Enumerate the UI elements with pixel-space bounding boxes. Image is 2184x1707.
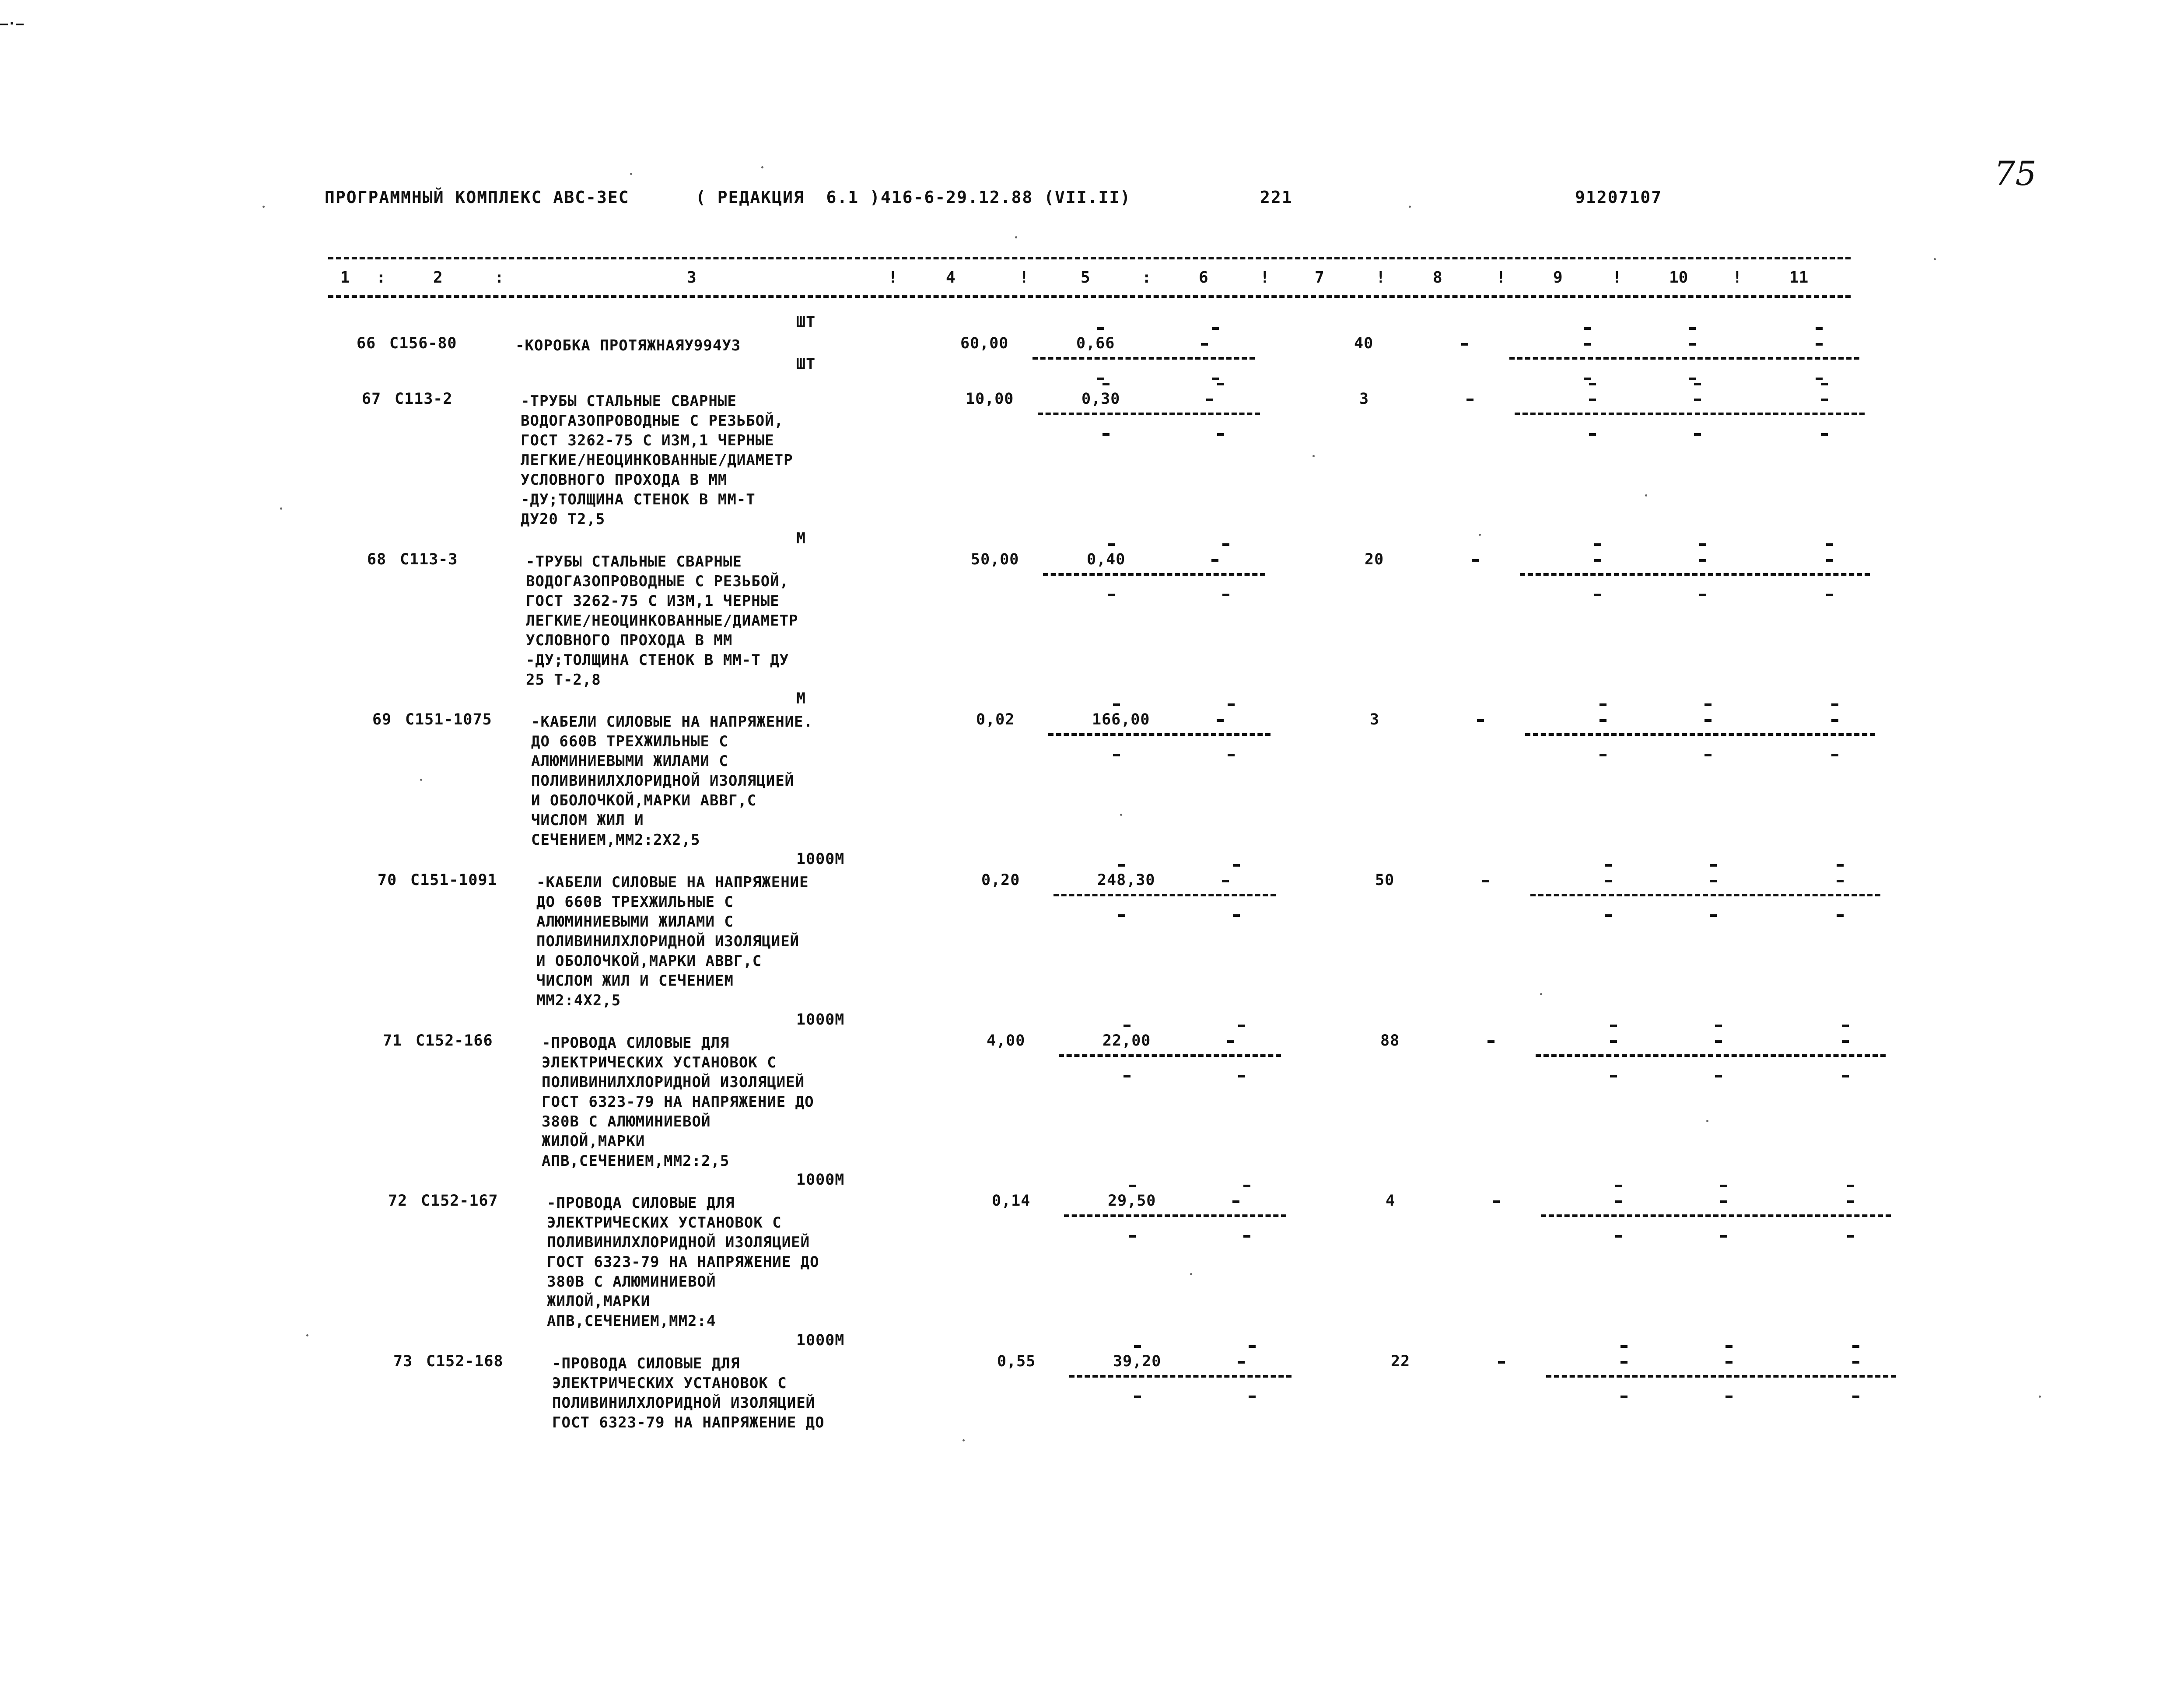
description-line: ГОСТ 3262-75 С ИЗМ,1 ЧЕРНЫЕ xyxy=(526,592,780,610)
item-description xyxy=(542,1033,814,1171)
description-line: ДО 660В ТРЕХЖИЛЬНЫЕ С xyxy=(531,733,728,750)
subtotal-separator xyxy=(1520,573,1870,576)
empty-value-dash xyxy=(1620,1345,1628,1348)
unit-price: 29,50 xyxy=(1108,1192,1156,1210)
empty-value-dash xyxy=(1584,378,1591,380)
description-line: ЭЛЕКТРИЧЕСКИХ УСТАНОВОК С xyxy=(547,1214,782,1231)
empty-value-dash xyxy=(1710,914,1717,917)
empty-value-dash xyxy=(1726,1361,1732,1364)
description-line: -КАБЕЛИ СИЛОВЫЕ НА НАПРЯЖЕНИЕ. xyxy=(531,713,813,731)
empty-value-dash xyxy=(1201,343,1208,346)
empty-value-dash xyxy=(1493,1200,1500,1203)
empty-value-dash xyxy=(1097,327,1104,330)
column-7-value: 50 xyxy=(1375,871,1395,889)
description-line: ЛЕГКИЕ/НЕОЦИНКОВАННЫЕ/ДИАМЕТР xyxy=(521,451,793,469)
column-number: 5 xyxy=(1081,269,1090,287)
empty-value-dash xyxy=(1710,880,1717,882)
description-line: ЖИЛОЙ,МАРКИ xyxy=(542,1133,645,1150)
empty-value-dash xyxy=(1726,1345,1732,1348)
column-number: 8 xyxy=(1433,269,1442,287)
empty-value-dash xyxy=(1610,1075,1617,1077)
subtotal-separator xyxy=(1038,413,1260,415)
empty-value-dash xyxy=(1720,1185,1727,1187)
column-number: 11 xyxy=(1789,269,1809,287)
row-number: 70 xyxy=(378,871,397,889)
description-line: И ОБОЛОЧКОЙ,МАРКИ АВВГ,С xyxy=(536,952,762,970)
subtotal-separator xyxy=(1546,1375,1896,1378)
edition-info: ( РЕДАКЦИЯ 6.1 )416-6-29.12.88 (VII.II) xyxy=(696,188,1131,207)
empty-value-dash xyxy=(1699,543,1706,546)
empty-value-dash xyxy=(1108,543,1115,546)
unit-price: 39,20 xyxy=(1113,1353,1162,1370)
unit-label: ШТ xyxy=(796,356,816,373)
empty-value-dash xyxy=(1113,754,1120,756)
empty-value-dash xyxy=(1704,719,1712,722)
empty-value-dash xyxy=(1699,559,1706,562)
item-description xyxy=(536,873,809,1011)
empty-value-dash xyxy=(1232,1200,1239,1203)
empty-value-dash xyxy=(1610,1025,1617,1027)
description-line: ЧИСЛОМ ЖИЛ И xyxy=(531,812,644,829)
column-number: 1 xyxy=(340,269,350,287)
empty-value-dash xyxy=(1689,378,1696,380)
unit-price: 0,66 xyxy=(1076,335,1115,352)
empty-value-dash xyxy=(1689,327,1696,330)
empty-value-dash xyxy=(1715,1040,1722,1043)
empty-value-dash xyxy=(1129,1185,1136,1187)
empty-value-dash xyxy=(1847,1235,1854,1238)
empty-value-dash xyxy=(1212,327,1219,330)
unit-label: 1000М xyxy=(796,1332,845,1349)
empty-value-dash xyxy=(1594,594,1601,596)
empty-value-dash xyxy=(1847,1185,1854,1187)
description-line: ГОСТ 6323-79 НА НАПРЯЖЕНИЕ ДО xyxy=(552,1414,825,1431)
empty-value-dash xyxy=(1461,343,1468,346)
empty-value-dash xyxy=(1615,1235,1622,1238)
empty-value-dash xyxy=(1605,914,1612,917)
empty-value-dash xyxy=(1605,880,1612,882)
empty-value-dash xyxy=(1488,1040,1494,1043)
empty-value-dash xyxy=(1134,1396,1141,1398)
empty-value-dash xyxy=(1589,383,1596,385)
subtotal-separator xyxy=(1069,1375,1292,1378)
empty-value-dash xyxy=(1826,543,1833,546)
description-line: ЛЕГКИЕ/НЕОЦИНКОВАННЫЕ/ДИАМЕТР xyxy=(526,612,798,630)
description-line: ПОЛИВИНИЛХЛОРИДНОЙ ИЗОЛЯЦИЕЙ xyxy=(531,772,794,790)
empty-value-dash xyxy=(1233,864,1240,867)
empty-value-dash xyxy=(1233,914,1240,917)
empty-value-dash xyxy=(1620,1361,1628,1364)
item-description xyxy=(526,552,798,690)
description-line: ВОДОГАЗОПРОВОДНЫЕ С РЕЗЬБОЙ, xyxy=(526,573,789,590)
description-line: ПОЛИВИНИЛХЛОРИДНОЙ ИЗОЛЯЦИЕЙ xyxy=(536,933,800,950)
item-code: С152-166 xyxy=(416,1032,493,1049)
column-number: 2 xyxy=(433,269,443,287)
subtotal-separator xyxy=(1530,894,1880,896)
unit-price: 166,00 xyxy=(1092,711,1150,728)
description-line: ПОЛИВИНИЛХЛОРИДНОЙ ИЗОЛЯЦИЕЙ xyxy=(547,1234,810,1251)
description-line: -ПРОВОДА СИЛОВЫЕ ДЛЯ xyxy=(547,1194,735,1212)
unit-label: 1000М xyxy=(796,850,845,868)
empty-value-dash xyxy=(1615,1200,1622,1203)
row-number: 71 xyxy=(383,1032,402,1049)
unit-label: М xyxy=(796,530,806,547)
description-line: ЧИСЛОМ ЖИЛ И СЕЧЕНИЕМ xyxy=(536,972,734,990)
empty-value-dash xyxy=(1699,594,1706,596)
empty-value-dash xyxy=(1694,433,1701,436)
description-line: АЛЮМИНИЕВЫМИ ЖИЛАМИ С xyxy=(536,913,734,930)
description-line: АПВ,СЕЧЕНИЕМ,ММ2:4 xyxy=(547,1312,716,1330)
empty-value-dash xyxy=(1600,703,1606,706)
empty-value-dash xyxy=(1228,703,1235,706)
row-number: 69 xyxy=(372,711,392,728)
subtotal-separator xyxy=(1525,733,1875,736)
empty-value-dash xyxy=(1816,327,1823,330)
item-description xyxy=(521,392,793,529)
item-code: С113-3 xyxy=(400,551,458,568)
empty-value-dash xyxy=(1720,1235,1727,1238)
empty-value-dash xyxy=(1821,433,1828,436)
corner-mark: —·– xyxy=(0,16,24,31)
empty-value-dash xyxy=(1831,754,1838,756)
subtotal-separator xyxy=(1541,1214,1891,1217)
empty-value-dash xyxy=(1600,719,1606,722)
description-line: АЛЮМИНИЕВЫМИ ЖИЛАМИ С xyxy=(531,752,728,770)
empty-value-dash xyxy=(1227,1040,1234,1043)
empty-value-dash xyxy=(1605,864,1612,867)
empty-value-dash xyxy=(1710,864,1717,867)
description-line: СЕЧЕНИЕМ,ММ2:2Х2,5 xyxy=(531,831,700,849)
description-line: -ТРУБЫ СТАЛЬНЫЕ СВАРНЫЕ xyxy=(526,553,742,570)
empty-value-dash xyxy=(1113,703,1120,706)
subtotal-separator xyxy=(1043,573,1265,576)
description-line: И ОБОЛОЧКОЙ,МАРКИ АВВГ,С xyxy=(531,792,757,809)
description-line: ЭЛЕКТРИЧЕСКИХ УСТАНОВОК С xyxy=(542,1054,777,1071)
empty-value-dash xyxy=(1826,559,1833,562)
column-7-value: 3 xyxy=(1370,711,1380,728)
empty-value-dash xyxy=(1222,880,1229,882)
row-number: 67 xyxy=(362,390,382,408)
column-7-value: 20 xyxy=(1365,551,1384,568)
unit-price: 248,30 xyxy=(1097,871,1155,889)
empty-value-dash xyxy=(1704,703,1712,706)
subtotal-separator xyxy=(1059,1054,1281,1057)
unit-label: 1000М xyxy=(796,1011,845,1028)
empty-value-dash xyxy=(1129,1235,1136,1238)
empty-value-dash xyxy=(1852,1345,1859,1348)
subtotal-separator xyxy=(1536,1054,1886,1057)
item-code: С152-168 xyxy=(426,1353,504,1370)
column-number: 4 xyxy=(946,269,956,287)
item-code: С113-2 xyxy=(395,390,453,408)
item-description xyxy=(531,712,813,850)
description-line: ПОЛИВИНИЛХЛОРИДНОЙ ИЗОЛЯЦИЕЙ xyxy=(542,1074,805,1091)
empty-value-dash xyxy=(1217,433,1224,436)
item-description xyxy=(547,1193,819,1331)
empty-value-dash xyxy=(1620,1396,1628,1398)
quantity: 0,02 xyxy=(976,711,1015,728)
empty-value-dash xyxy=(1217,383,1224,385)
empty-value-dash xyxy=(1610,1040,1617,1043)
empty-value-dash xyxy=(1477,719,1484,722)
subtotal-separator xyxy=(1032,357,1255,360)
empty-value-dash xyxy=(1715,1075,1722,1077)
row-number: 72 xyxy=(388,1192,408,1210)
description-line: 25 Т-2,8 xyxy=(526,671,601,689)
table-header-rule xyxy=(328,295,1851,298)
empty-value-dash xyxy=(1217,719,1224,722)
unit-price: 22,00 xyxy=(1102,1032,1151,1049)
unit-label: М xyxy=(796,690,806,707)
document-page: —·– ПРОГРАММНЫЙ КОМПЛЕКС АВС-ЗЕС ( РЕДАКЦИЯ 6.1 )416-6-29.12.88 (VII.II) 221 91207107 75 1 2 3 4 5 6 7 8 9 10 11 : : ! ! : ! ! ! ! ! ШТ ШТ 66 С156-80 -КОРОБКА ПРОТЯЖНАЯУ994УЗ 60,00 0,66 40 67 С113-2 -ТРУБЫ СТАЛЬНЫЕ СВАРНЫЕ ВОДОГАЗОПРОВОДНЫЕ С РЕЗЬБОЙ, ГОСТ 3262-75 С ИЗМ,1 ЧЕРНЫЕ ЛЕГКИЕ/НЕОЦИНКОВАННЫЕ/ДИАМЕТР УСЛОВНОГО ПРОХОДА В ММ -ДУ;ТОЛЩИНА СТЕНОК В ММ-Т ДУ20 Т2,5 10,00 0,30 3 М 68 С113-3 -ТРУБЫ СТАЛЬНЫЕ СВАРНЫЕ ВОДОГАЗОПРОВОДНЫЕ С РЕЗЬБОЙ, ГОСТ 3262-75 С ИЗМ,1 ЧЕРНЫЕ ЛЕГКИЕ/НЕОЦИНКОВАННЫЕ/ДИАМЕТР УСЛОВНОГО ПРОХОДА В ММ -ДУ;ТОЛЩИНА СТЕНОК В ММ-Т ДУ 25 Т-2,8 50,00 0,40 20 М 69 С151-1075 -КАБЕЛИ СИЛОВЫЕ НА НАПРЯЖЕНИЕ. ДО 660В ТРЕХЖИЛЬНЫЕ С АЛЮМИНИЕВЫМИ ЖИЛАМИ С ПОЛИВИНИЛХЛОРИДНОЙ ИЗОЛЯЦИЕЙ И ОБОЛОЧКОЙ,МАРКИ АВВГ,С ЧИСЛОМ ЖИЛ И СЕЧЕНИЕМ,ММ2:2Х2,5 0,02 166,00 3 1000М 70 С151-1091 -КАБЕЛИ СИЛОВЫЕ НА НАПРЯЖЕНИЕ ДО 660В ТРЕХЖИЛЬНЫЕ С АЛЮМИНИЕВЫМИ ЖИЛАМИ С ПОЛИВИНИЛХЛОРИДНОЙ ИЗОЛЯЦИЕЙ И ОБОЛОЧКОЙ,МАРКИ АВВГ,С ЧИСЛОМ ЖИЛ И СЕЧЕНИЕМ ММ2:4Х2,5 0,20 248,30 50 1000М 71 С152-166 -ПРОВОДА СИЛОВЫЕ ДЛЯ ЭЛЕКТРИЧЕСКИХ УСТАНОВОК С ПОЛИВИНИЛХЛОРИДНОЙ ИЗОЛЯЦИЕЙ ГОСТ 6323-79 НА НАПРЯЖЕНИЕ ДО 380В С АЛЮМИНИЕВОЙ ЖИЛОЙ,МАРКИ АПВ,СЕЧЕНИЕМ,ММ2:2,5 4,00 22,00 88 1000М 72 С152-167 -ПРОВОДА СИЛОВЫЕ ДЛЯ ЭЛЕКТРИЧЕСКИХ УСТАНОВОК С ПОЛИВИНИЛХЛОРИДНОЙ ИЗОЛЯЦИЕЙ ГОСТ 6323-79 НА НАПРЯЖЕНИЕ ДО 380В С АЛЮМИНИЕВОЙ ЖИЛОЙ,МАРКИ АПВ,СЕЧЕНИЕМ,ММ2:4 0,14 29,50 4 1000М 73 С152-168 -ПРОВОДА СИЛОВЫЕ ДЛЯ ЭЛЕКТРИЧЕСКИХ УСТАНОВОК С ПОЛИВИНИЛХЛОРИДНОЙ ИЗОЛЯЦИЕЙ ГОСТ 6323-79 НА НАПРЯЖЕНИЕ ДО 0,55 39,20 22 xyxy=(0,0,2184,1707)
empty-value-dash xyxy=(1615,1185,1622,1187)
empty-value-dash xyxy=(1852,1361,1859,1364)
column-7-value: 22 xyxy=(1391,1353,1410,1370)
empty-value-dash xyxy=(1842,1025,1849,1027)
description-line: -КАБЕЛИ СИЛОВЫЕ НА НАПРЯЖЕНИЕ xyxy=(536,874,809,891)
empty-value-dash xyxy=(1134,1345,1141,1348)
description-line: ММ2:4Х2,5 xyxy=(536,992,621,1009)
item-code: С152-167 xyxy=(421,1192,498,1210)
empty-value-dash xyxy=(1102,433,1110,436)
column-7-value: 88 xyxy=(1380,1032,1400,1049)
unit-price: 0,40 xyxy=(1087,551,1126,568)
subtotal-separator xyxy=(1515,413,1865,415)
empty-value-dash xyxy=(1238,1075,1245,1077)
empty-value-dash xyxy=(1715,1025,1722,1027)
column-number: 7 xyxy=(1315,269,1324,287)
column-7-value: 4 xyxy=(1386,1192,1396,1210)
empty-value-dash xyxy=(1821,383,1828,385)
quantity: 0,20 xyxy=(981,871,1020,889)
empty-value-dash xyxy=(1720,1200,1727,1203)
row-number: 68 xyxy=(367,551,387,568)
empty-value-dash xyxy=(1249,1345,1256,1348)
empty-value-dash xyxy=(1831,703,1838,706)
empty-value-dash xyxy=(1589,433,1596,436)
empty-value-dash xyxy=(1118,864,1125,867)
item-code: С156-80 xyxy=(389,335,457,352)
item-code: С151-1075 xyxy=(405,711,492,728)
empty-value-dash xyxy=(1847,1200,1854,1203)
description-line: -ПРОВОДА СИЛОВЫЕ ДЛЯ xyxy=(552,1355,740,1372)
column-number: 3 xyxy=(687,269,696,287)
description-line: -ДУ;ТОЛЩИНА СТЕНОК В ММ-Т ДУ xyxy=(526,651,789,669)
unit-label: ШТ xyxy=(796,314,816,331)
description-line: УСЛОВНОГО ПРОХОДА В ММ xyxy=(521,471,728,489)
description-line: ЖИЛОЙ,МАРКИ xyxy=(547,1293,651,1310)
column-number: 9 xyxy=(1553,269,1563,287)
empty-value-dash xyxy=(1211,559,1218,562)
description-line: ГОСТ 3262-75 С ИЗМ,1 ЧЕРНЫЕ xyxy=(521,432,774,449)
empty-value-dash xyxy=(1238,1025,1245,1027)
page-number: 221 xyxy=(1260,188,1293,207)
description-line: -ДУ;ТОЛЩИНА СТЕНОК В ММ-Т xyxy=(521,491,756,508)
empty-value-dash xyxy=(1466,399,1474,401)
empty-value-dash xyxy=(1694,383,1701,385)
empty-value-dash xyxy=(1097,378,1104,380)
empty-value-dash xyxy=(1831,719,1838,722)
description-line: ПОЛИВИНИЛХЛОРИДНОЙ ИЗОЛЯЦИЕЙ xyxy=(552,1394,816,1412)
row-number: 73 xyxy=(393,1353,413,1370)
empty-value-dash xyxy=(1816,343,1823,346)
empty-value-dash xyxy=(1589,399,1596,401)
empty-value-dash xyxy=(1821,399,1828,401)
empty-value-dash xyxy=(1594,543,1601,546)
subtotal-separator xyxy=(1064,1214,1286,1217)
unit-price: 0,30 xyxy=(1082,390,1120,408)
quantity: 10,00 xyxy=(966,390,1014,408)
empty-value-dash xyxy=(1118,914,1125,917)
description-line: -КОРОБКА ПРОТЯЖНАЯУ994УЗ xyxy=(515,337,741,354)
empty-value-dash xyxy=(1124,1075,1130,1077)
quantity: 4,00 xyxy=(987,1032,1026,1049)
description-line: ЭЛЕКТРИЧЕСКИХ УСТАНОВОК С xyxy=(552,1375,787,1392)
empty-value-dash xyxy=(1472,559,1479,562)
empty-value-dash xyxy=(1726,1396,1732,1398)
handwritten-page-number: 75 xyxy=(1994,154,2037,193)
description-line: ГОСТ 6323-79 НА НАПРЯЖЕНИЕ ДО xyxy=(547,1253,819,1271)
empty-value-dash xyxy=(1704,754,1712,756)
empty-value-dash xyxy=(1212,378,1219,380)
description-line: АПВ,СЕЧЕНИЕМ,ММ2:2,5 xyxy=(542,1152,730,1170)
empty-value-dash xyxy=(1837,880,1844,882)
empty-value-dash xyxy=(1694,399,1701,401)
empty-value-dash xyxy=(1842,1040,1849,1043)
subtotal-separator xyxy=(1054,894,1276,896)
description-line: -ПРОВОДА СИЛОВЫЕ ДЛЯ xyxy=(542,1034,730,1052)
column-number: 6 xyxy=(1199,269,1208,287)
empty-value-dash xyxy=(1228,754,1235,756)
item-description xyxy=(552,1354,825,1433)
description-line: 380В С АЛЮМИНИЕВОЙ xyxy=(547,1273,716,1291)
empty-value-dash xyxy=(1498,1361,1505,1364)
empty-value-dash xyxy=(1816,378,1823,380)
subtotal-separator xyxy=(1509,357,1859,360)
description-line: УСЛОВНОГО ПРОХОДА В ММ xyxy=(526,632,733,649)
description-line: ГОСТ 6323-79 НА НАПРЯЖЕНИЕ ДО xyxy=(542,1093,814,1111)
empty-value-dash xyxy=(1600,754,1606,756)
empty-value-dash xyxy=(1222,543,1229,546)
quantity: 0,14 xyxy=(992,1192,1031,1210)
item-description xyxy=(515,336,741,356)
empty-value-dash xyxy=(1842,1075,1849,1077)
empty-value-dash xyxy=(1837,914,1844,917)
subtotal-separator xyxy=(1048,733,1270,736)
empty-value-dash xyxy=(1689,343,1696,346)
quantity: 0,55 xyxy=(997,1353,1036,1370)
description-line: ВОДОГАЗОПРОВОДНЫЕ С РЕЗЬБОЙ, xyxy=(521,412,784,430)
empty-value-dash xyxy=(1482,880,1489,882)
description-line: ДУ20 Т2,5 xyxy=(521,511,606,528)
empty-value-dash xyxy=(1206,399,1213,401)
item-code: С151-1091 xyxy=(410,871,497,889)
unit-label: 1000М xyxy=(796,1171,845,1189)
quantity: 50,00 xyxy=(971,551,1019,568)
empty-value-dash xyxy=(1243,1235,1250,1238)
empty-value-dash xyxy=(1584,343,1591,346)
empty-value-dash xyxy=(1243,1185,1250,1187)
quantity: 60,00 xyxy=(960,335,1009,352)
column-7-value: 3 xyxy=(1359,390,1369,408)
empty-value-dash xyxy=(1584,327,1591,330)
column-number: 10 xyxy=(1669,269,1688,287)
empty-value-dash xyxy=(1222,594,1229,596)
empty-value-dash xyxy=(1124,1025,1130,1027)
document-code: 91207107 xyxy=(1575,188,1662,207)
empty-value-dash xyxy=(1594,559,1601,562)
empty-value-dash xyxy=(1238,1361,1245,1364)
empty-value-dash xyxy=(1102,383,1110,385)
empty-value-dash xyxy=(1826,594,1833,596)
empty-value-dash xyxy=(1852,1396,1859,1398)
empty-value-dash xyxy=(1837,864,1844,867)
column-7-value: 40 xyxy=(1354,335,1374,352)
empty-value-dash xyxy=(1249,1396,1256,1398)
empty-value-dash xyxy=(1108,594,1115,596)
row-number: 66 xyxy=(357,335,376,352)
table-top-rule xyxy=(328,257,1851,259)
description-line: 380В С АЛЮМИНИЕВОЙ xyxy=(542,1113,711,1130)
description-line: -ТРУБЫ СТАЛЬНЫЕ СВАРНЫЕ xyxy=(521,392,737,410)
program-title: ПРОГРАММНЫЙ КОМПЛЕКС АВС-ЗЕС xyxy=(325,188,630,207)
description-line: ДО 660В ТРЕХЖИЛЬНЫЕ С xyxy=(536,893,734,911)
